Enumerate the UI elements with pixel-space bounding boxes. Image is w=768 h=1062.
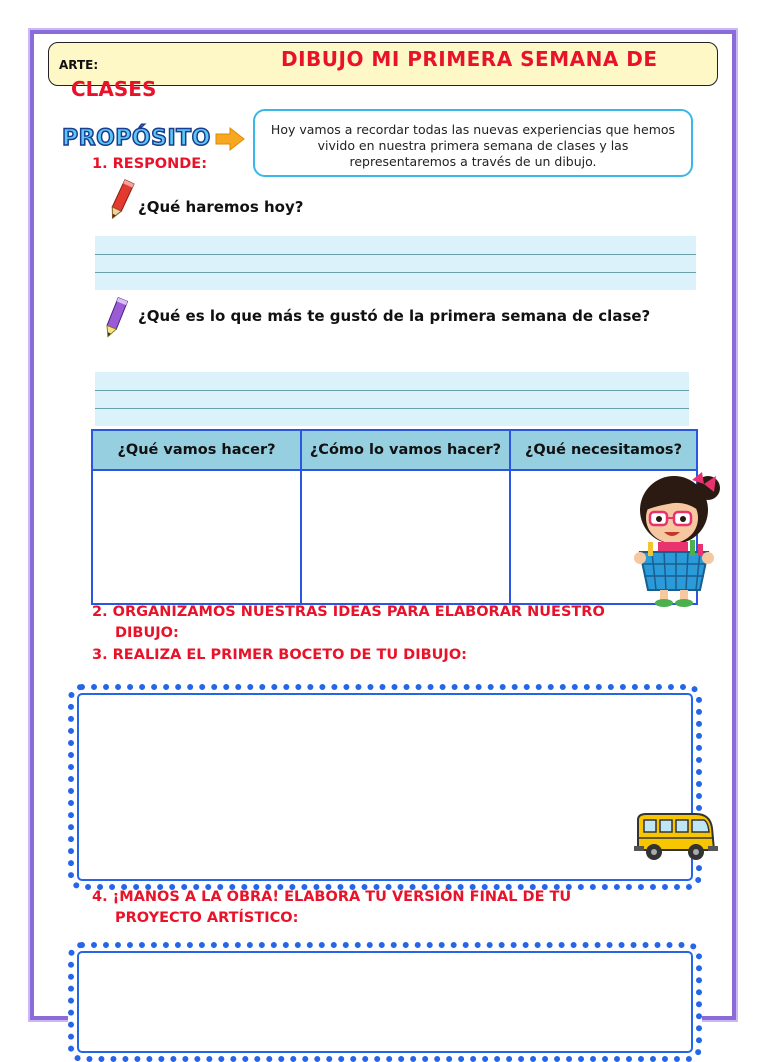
purpose-text: Hoy vamos a recordar todas las nuevas experiencias que hemos vivido en nuestra primera semana de clases y las representaremos a través de un dibujo. xyxy=(270,122,676,169)
page-title: DIBUJO MI PRIMERA SEMANA DE xyxy=(281,47,658,71)
table-row xyxy=(92,470,697,604)
section4-heading: 4. ¡MANOS A LA OBRA! ELABORA TU VERSIÓN FINAL DE TU xyxy=(92,889,572,905)
planning-table xyxy=(91,429,698,605)
purpose-logo: PROPÓSITO xyxy=(62,126,211,151)
table-header-cell: ¿Qué vamos hacer? xyxy=(92,430,301,470)
table-cell[interactable] xyxy=(92,470,301,604)
table-header-cell: ¿Cómo lo vamos hacer? xyxy=(301,430,510,470)
section2-heading-cont: DIBUJO: xyxy=(115,625,179,641)
table-cell[interactable] xyxy=(301,470,510,604)
question-what-liked: ¿Qué es lo que más te gustó de la primera semana de clase? xyxy=(138,307,651,325)
school-bus-icon xyxy=(632,810,718,864)
section1-heading: 1. RESPONDE: xyxy=(92,156,207,172)
page-title-overflow: CLASES xyxy=(71,77,157,101)
section2-heading: 2. ORGANIZAMOS NUESTRAS IDEAS PARA ELABORAR NUESTRO xyxy=(92,604,605,620)
table-header-cell: ¿Qué necesitamos? xyxy=(510,430,697,470)
table-header-row xyxy=(92,430,697,470)
title-banner xyxy=(48,42,718,101)
girl-with-basket-icon xyxy=(628,466,722,608)
sketch-drawing-area[interactable] xyxy=(68,684,702,890)
section4-heading-cont: PROYECTO ARTÍSTICO: xyxy=(115,910,299,926)
answer-lines-1[interactable] xyxy=(95,236,696,290)
final-drawing-area[interactable] xyxy=(68,942,702,1062)
section3-heading: 3. REALIZA EL PRIMER BOCETO DE TU DIBUJO: xyxy=(92,647,467,663)
purple-pencil-icon xyxy=(98,296,132,342)
orange-arrow-icon xyxy=(214,126,246,152)
red-pencil-icon xyxy=(104,178,138,222)
subject-label: ARTE: xyxy=(59,58,99,72)
question-what-today: ¿Qué haremos hoy? xyxy=(138,198,304,216)
answer-lines-2[interactable] xyxy=(95,372,689,426)
purpose-box xyxy=(253,109,693,177)
